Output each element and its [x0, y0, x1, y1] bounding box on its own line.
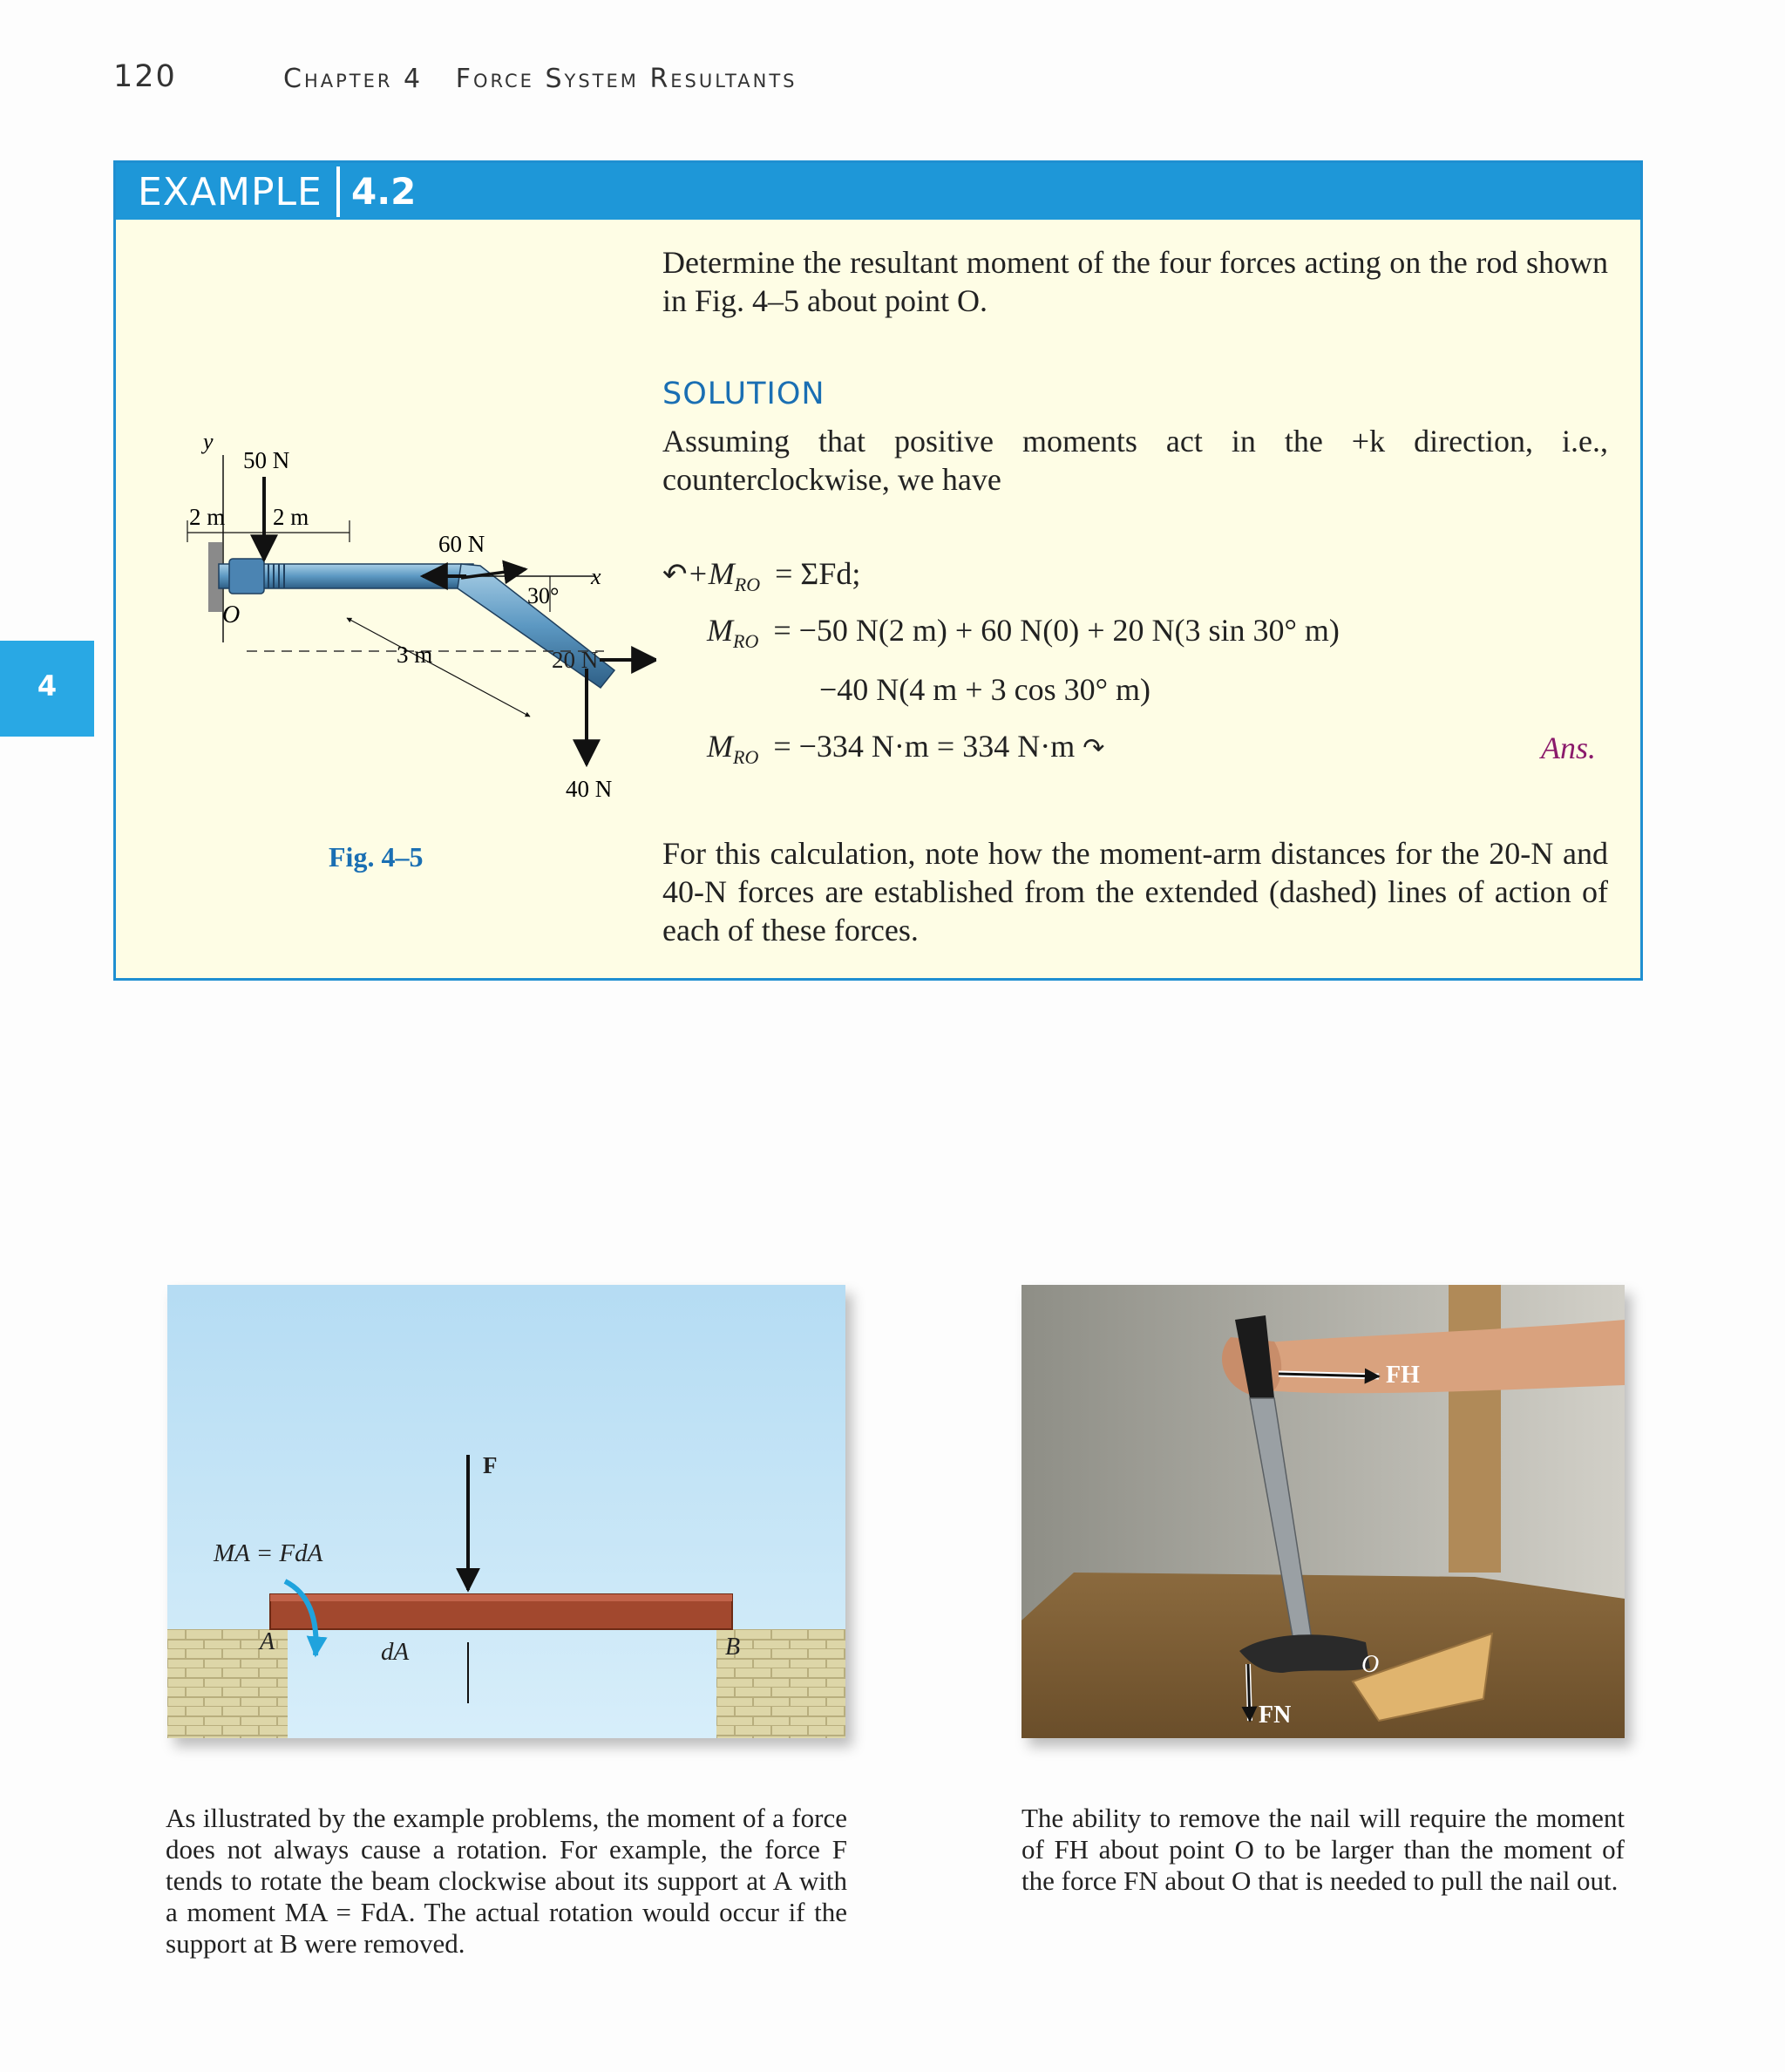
y-axis-label: y: [203, 429, 214, 454]
hammer-caption: The ability to remove the nail will require the moment of FH about point O to be larger than the moment of the force FN about O that is needed to pull the nail out.: [1021, 1803, 1625, 1896]
equation-line-3: [819, 671, 1150, 708]
ccw-moment-icon: ↶: [662, 559, 688, 591]
point-b-label: B: [725, 1634, 741, 1661]
cw-moment-icon: ↷: [1083, 734, 1105, 763]
force-fn-arrow: [1248, 1664, 1250, 1721]
eq1-lhs: +M: [687, 556, 735, 591]
moment-label: MA = FdA: [214, 1539, 323, 1567]
eq4-rhs: = −334 N·m = 334 N·m: [773, 729, 1076, 764]
hammer-illustration: [1021, 1285, 1625, 1738]
eq4-lhs: M: [707, 729, 733, 764]
force-20-label: 20 N: [552, 647, 599, 673]
force-60-label: 60 N: [438, 531, 485, 557]
example-label: EXAMPLE: [138, 170, 322, 214]
rod-diagram: [133, 416, 656, 799]
eq2-sub: RO: [733, 630, 759, 653]
solution-heading: SOLUTION: [662, 377, 825, 411]
problem-statement: Determine the resultant moment of the four forces acting on the rod shown in Fig. 4–5 about point O.: [662, 245, 1608, 318]
point-a-label: A: [260, 1628, 275, 1655]
dimension-line-diagonal: [347, 618, 530, 717]
eq2-lhs: M: [707, 613, 733, 648]
dimension-b-label: 2 m: [273, 504, 309, 530]
example-separator: [336, 166, 340, 217]
figure-caption: Fig. 4–5: [329, 841, 424, 873]
side-tab-label: 4: [37, 669, 58, 703]
equation-line-4: [707, 728, 1104, 769]
note-text: For this calculation, note how the moment-arm distances for the 20-N and 40-N forces are established from the extended (dashed) lines of action of each of these forces.: [662, 836, 1608, 948]
equation-line-2: [707, 612, 1340, 653]
door-frame: [1449, 1285, 1501, 1573]
angle-label: 30°: [527, 583, 560, 608]
x-axis-label: x: [591, 564, 601, 589]
force-fh-label: FH: [1386, 1362, 1420, 1389]
rod-collar: [229, 559, 264, 594]
origin-label: O: [222, 601, 241, 628]
chapter-heading: [283, 64, 797, 94]
force-f-label: F: [483, 1452, 498, 1478]
beam-caption: As illustrated by the example problems, the moment of a force does not always cause a rotation. For example, the force F tends to rotate the beam clockwise about its support at A with a moment MA = FdA. The actual rotation would occur if the support at B were removed.: [166, 1803, 847, 1959]
dimension-c-label: 3 m: [397, 642, 433, 668]
chapter-side-tab: [0, 641, 94, 737]
page-number: 120: [113, 59, 177, 94]
force-40-label: 40 N: [566, 776, 613, 799]
point-o-label: O: [1361, 1651, 1380, 1678]
eq1-sub: RO: [734, 574, 761, 596]
eq2-rhs: = −50 N(2 m) + 60 N(0) + 20 N(3 sin 30° m): [773, 613, 1340, 648]
example-box: [113, 160, 1643, 981]
equation-line-1: [662, 555, 860, 596]
eq4-sub: RO: [733, 746, 759, 769]
eq1-rhs: = ΣFd;: [775, 556, 861, 591]
chapter-title: Force System Resultants: [455, 64, 797, 94]
dimension-a-label: 2 m: [189, 504, 226, 530]
force-fn-label: FN: [1259, 1702, 1292, 1729]
hammer-photo: [1021, 1285, 1625, 1738]
chapter-label: Chapter 4: [283, 64, 424, 94]
solution-text: Assuming that positive moments act in the +k direction, i.e., counterclockwise, we have: [662, 424, 1608, 497]
answer-label: Ans.: [1541, 730, 1596, 765]
example-header: [116, 163, 1640, 220]
force-50-label: 50 N: [243, 447, 290, 473]
example-number: 4.2: [351, 170, 417, 213]
eq3-rhs: −40 N(4 m + 3 cos 30° m): [819, 672, 1150, 707]
distance-label: dA: [381, 1638, 410, 1666]
beam-illustration: [167, 1285, 845, 1738]
beam-photo: [167, 1285, 845, 1738]
